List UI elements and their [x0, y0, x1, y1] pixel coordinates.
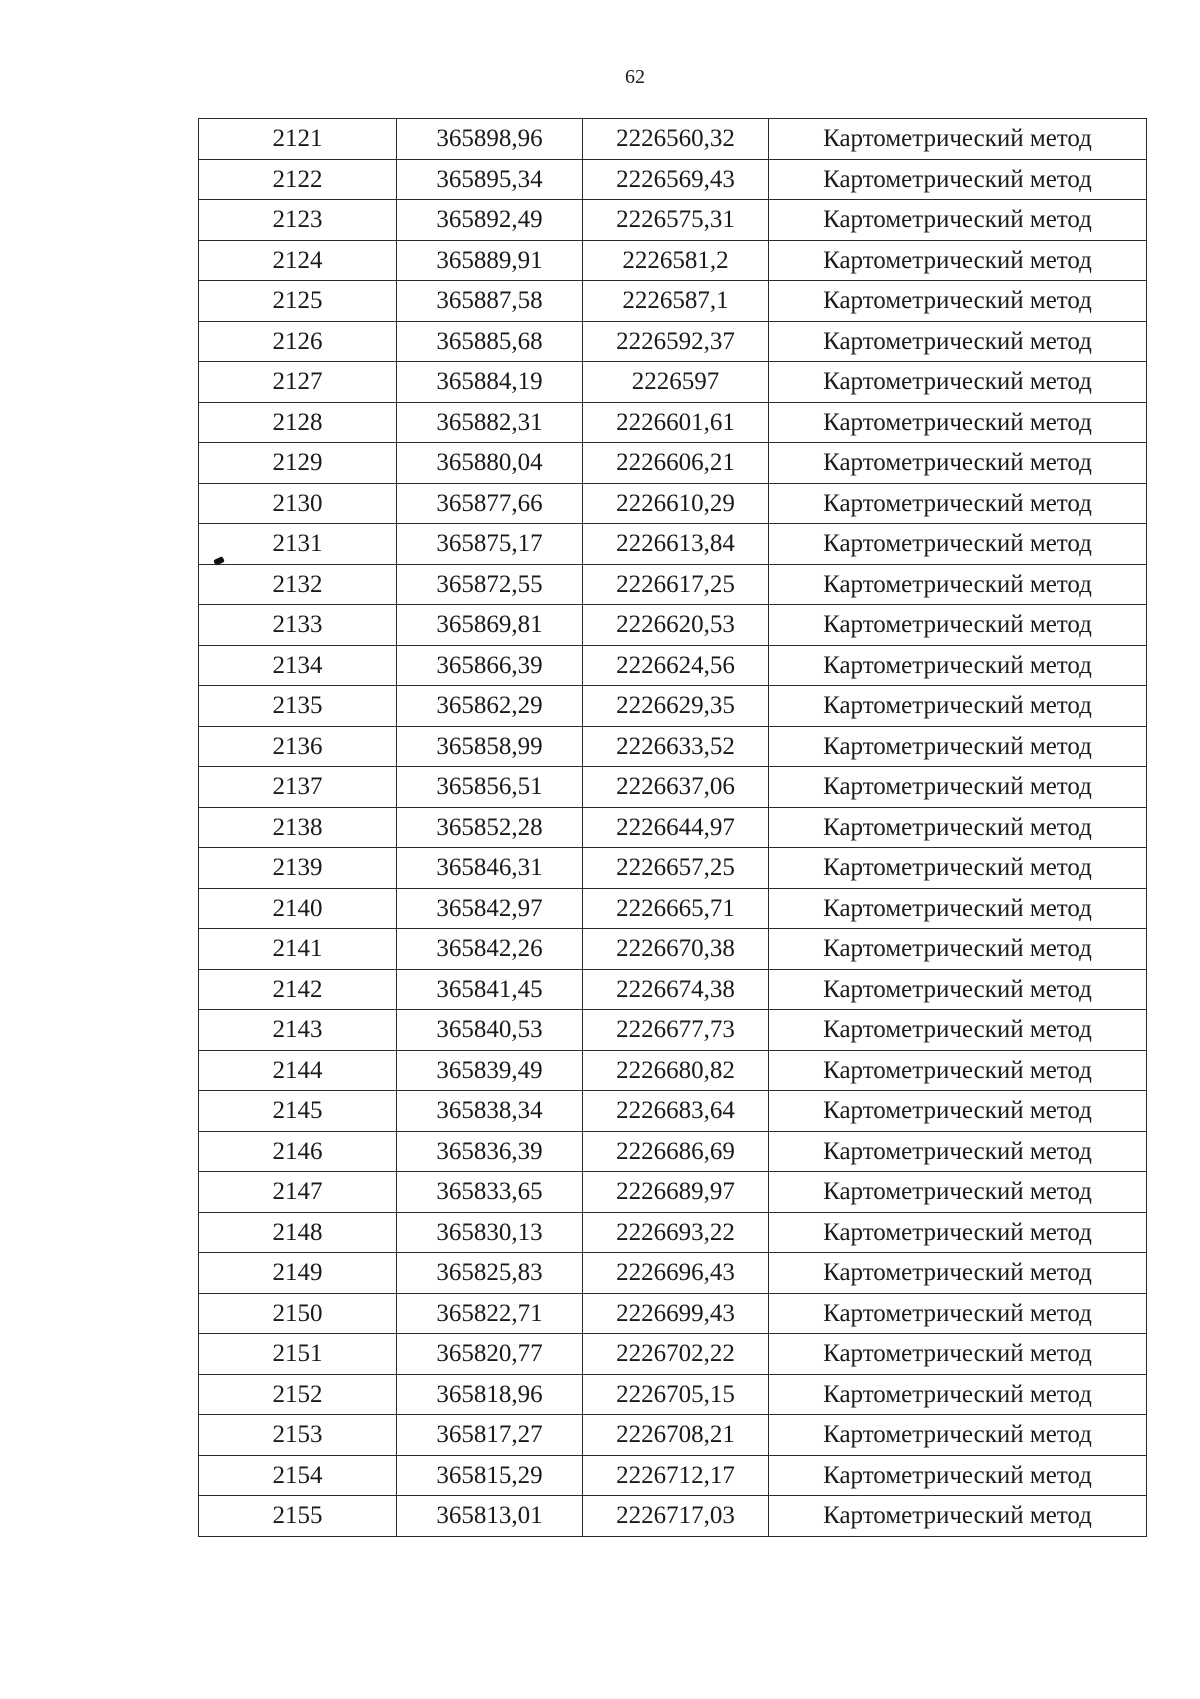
- y-coordinate-cell: 2226644,97: [583, 807, 769, 848]
- method-cell: Картометрический метод: [769, 686, 1147, 727]
- method-cell: Картометрический метод: [769, 645, 1147, 686]
- point-number-cell: 2134: [199, 645, 397, 686]
- method-cell: Картометрический метод: [769, 1415, 1147, 1456]
- method-cell: Картометрический метод: [769, 767, 1147, 808]
- x-coordinate-cell: 365872,55: [397, 564, 583, 605]
- x-coordinate-cell: 365839,49: [397, 1050, 583, 1091]
- method-cell: Картометрический метод: [769, 564, 1147, 605]
- table-row: [199, 1212, 1147, 1253]
- table-row: [199, 119, 1147, 160]
- x-coordinate-cell: 365846,31: [397, 848, 583, 889]
- y-coordinate-cell: 2226677,73: [583, 1010, 769, 1051]
- point-number-cell: 2124: [199, 240, 397, 281]
- method-cell: Картометрический метод: [769, 969, 1147, 1010]
- x-coordinate-cell: 365892,49: [397, 200, 583, 241]
- point-number-cell: 2132: [199, 564, 397, 605]
- x-coordinate-cell: 365815,29: [397, 1455, 583, 1496]
- point-number-cell: 2148: [199, 1212, 397, 1253]
- x-coordinate-cell: 365833,65: [397, 1172, 583, 1213]
- y-coordinate-cell: 2226592,37: [583, 321, 769, 362]
- table-row: [199, 726, 1147, 767]
- method-cell: Картометрический метод: [769, 1334, 1147, 1375]
- point-number-cell: 2154: [199, 1455, 397, 1496]
- table-row: [199, 888, 1147, 929]
- x-coordinate-cell: 365858,99: [397, 726, 583, 767]
- table-row: [199, 1496, 1147, 1537]
- y-coordinate-cell: 2226705,15: [583, 1374, 769, 1415]
- table-row: [199, 1010, 1147, 1051]
- point-number-cell: 2150: [199, 1293, 397, 1334]
- method-cell: Картометрический метод: [769, 1374, 1147, 1415]
- table-row: [199, 362, 1147, 403]
- page-number: 62: [625, 66, 645, 88]
- point-number-cell: 2155: [199, 1496, 397, 1537]
- x-coordinate-cell: 365869,81: [397, 605, 583, 646]
- y-coordinate-cell: 2226601,61: [583, 402, 769, 443]
- table-row: [199, 564, 1147, 605]
- table-row: [199, 1455, 1147, 1496]
- y-coordinate-cell: 2226613,84: [583, 524, 769, 565]
- table-row: [199, 1131, 1147, 1172]
- y-coordinate-cell: 2226699,43: [583, 1293, 769, 1334]
- method-cell: Картометрический метод: [769, 1212, 1147, 1253]
- table-row: [199, 1253, 1147, 1294]
- y-coordinate-cell: 2226633,52: [583, 726, 769, 767]
- method-cell: Картометрический метод: [769, 159, 1147, 200]
- method-cell: Картометрический метод: [769, 483, 1147, 524]
- table-row: [199, 848, 1147, 889]
- point-number-cell: 2149: [199, 1253, 397, 1294]
- y-coordinate-cell: 2226683,64: [583, 1091, 769, 1132]
- y-coordinate-cell: 2226693,22: [583, 1212, 769, 1253]
- table-row: [199, 1293, 1147, 1334]
- x-coordinate-cell: 365842,97: [397, 888, 583, 929]
- point-number-cell: 2142: [199, 969, 397, 1010]
- method-cell: Картометрический метод: [769, 1455, 1147, 1496]
- table-row: [199, 200, 1147, 241]
- x-coordinate-cell: 365895,34: [397, 159, 583, 200]
- table-row: [199, 767, 1147, 808]
- x-coordinate-cell: 365818,96: [397, 1374, 583, 1415]
- point-number-cell: 2139: [199, 848, 397, 889]
- x-coordinate-cell: 365885,68: [397, 321, 583, 362]
- point-number-cell: 2153: [199, 1415, 397, 1456]
- x-coordinate-cell: 365830,13: [397, 1212, 583, 1253]
- x-coordinate-cell: 365882,31: [397, 402, 583, 443]
- point-number-cell: 2121: [199, 119, 397, 160]
- x-coordinate-cell: 365813,01: [397, 1496, 583, 1537]
- table-row: [199, 1415, 1147, 1456]
- method-cell: Картометрический метод: [769, 281, 1147, 322]
- y-coordinate-cell: 2226696,43: [583, 1253, 769, 1294]
- y-coordinate-cell: 2226587,1: [583, 281, 769, 322]
- method-cell: Картометрический метод: [769, 1172, 1147, 1213]
- x-coordinate-cell: 365841,45: [397, 969, 583, 1010]
- x-coordinate-cell: 365838,34: [397, 1091, 583, 1132]
- y-coordinate-cell: 2226680,82: [583, 1050, 769, 1091]
- x-coordinate-cell: 365842,26: [397, 929, 583, 970]
- x-coordinate-cell: 365862,29: [397, 686, 583, 727]
- table-row: [199, 321, 1147, 362]
- table-row: [199, 807, 1147, 848]
- method-cell: Картометрический метод: [769, 362, 1147, 403]
- method-cell: Картометрический метод: [769, 524, 1147, 565]
- x-coordinate-cell: 365840,53: [397, 1010, 583, 1051]
- y-coordinate-cell: 2226665,71: [583, 888, 769, 929]
- point-number-cell: 2126: [199, 321, 397, 362]
- point-number-cell: 2136: [199, 726, 397, 767]
- method-cell: Картометрический метод: [769, 848, 1147, 889]
- table-row: [199, 1050, 1147, 1091]
- y-coordinate-cell: 2226624,56: [583, 645, 769, 686]
- table-row: [199, 1374, 1147, 1415]
- point-number-cell: 2128: [199, 402, 397, 443]
- table-row: [199, 159, 1147, 200]
- y-coordinate-cell: 2226717,03: [583, 1496, 769, 1537]
- point-number-cell: 2151: [199, 1334, 397, 1375]
- y-coordinate-cell: 2226620,53: [583, 605, 769, 646]
- method-cell: Картометрический метод: [769, 402, 1147, 443]
- point-number-cell: 2137: [199, 767, 397, 808]
- x-coordinate-cell: 365898,96: [397, 119, 583, 160]
- y-coordinate-cell: 2226712,17: [583, 1455, 769, 1496]
- method-cell: Картометрический метод: [769, 1050, 1147, 1091]
- point-number-cell: 2145: [199, 1091, 397, 1132]
- table-row: [199, 929, 1147, 970]
- table-row: [199, 1091, 1147, 1132]
- x-coordinate-cell: 365880,04: [397, 443, 583, 484]
- point-number-cell: 2133: [199, 605, 397, 646]
- x-coordinate-cell: 365852,28: [397, 807, 583, 848]
- y-coordinate-cell: 2226597: [583, 362, 769, 403]
- y-coordinate-cell: 2226637,06: [583, 767, 769, 808]
- point-number-cell: 2146: [199, 1131, 397, 1172]
- point-number-cell: 2122: [199, 159, 397, 200]
- point-number-cell: 2135: [199, 686, 397, 727]
- method-cell: Картометрический метод: [769, 726, 1147, 767]
- x-coordinate-cell: 365884,19: [397, 362, 583, 403]
- y-coordinate-cell: 2226686,69: [583, 1131, 769, 1172]
- point-number-cell: 2144: [199, 1050, 397, 1091]
- y-coordinate-cell: 2226606,21: [583, 443, 769, 484]
- method-cell: Картометрический метод: [769, 807, 1147, 848]
- point-number-cell: 2130: [199, 483, 397, 524]
- x-coordinate-cell: 365866,39: [397, 645, 583, 686]
- table-row: [199, 645, 1147, 686]
- point-number-cell: 2138: [199, 807, 397, 848]
- point-number-cell: 2129: [199, 443, 397, 484]
- method-cell: Картометрический метод: [769, 200, 1147, 241]
- point-number-cell: 2143: [199, 1010, 397, 1051]
- point-number-cell: 2140: [199, 888, 397, 929]
- y-coordinate-cell: 2226629,35: [583, 686, 769, 727]
- x-coordinate-cell: 365875,17: [397, 524, 583, 565]
- method-cell: Картометрический метод: [769, 1131, 1147, 1172]
- y-coordinate-cell: 2226569,43: [583, 159, 769, 200]
- table-row: [199, 605, 1147, 646]
- method-cell: Картометрический метод: [769, 321, 1147, 362]
- point-number-cell: 2125: [199, 281, 397, 322]
- table-row: [199, 524, 1147, 565]
- x-coordinate-cell: 365836,39: [397, 1131, 583, 1172]
- method-cell: Картометрический метод: [769, 1293, 1147, 1334]
- y-coordinate-cell: 2226702,22: [583, 1334, 769, 1375]
- table-row: [199, 1334, 1147, 1375]
- table-row: [199, 240, 1147, 281]
- point-number-cell: 2127: [199, 362, 397, 403]
- table-row: [199, 483, 1147, 524]
- method-cell: Картометрический метод: [769, 1496, 1147, 1537]
- point-number-cell: 2152: [199, 1374, 397, 1415]
- method-cell: Картометрический метод: [769, 1010, 1147, 1051]
- x-coordinate-cell: 365856,51: [397, 767, 583, 808]
- method-cell: Картометрический метод: [769, 1091, 1147, 1132]
- method-cell: Картометрический метод: [769, 240, 1147, 281]
- point-number-cell: 2131: [199, 524, 397, 565]
- y-coordinate-cell: 2226575,31: [583, 200, 769, 241]
- point-number-cell: 2123: [199, 200, 397, 241]
- point-number-cell: 2147: [199, 1172, 397, 1213]
- y-coordinate-cell: 2226657,25: [583, 848, 769, 889]
- method-cell: Картометрический метод: [769, 888, 1147, 929]
- y-coordinate-cell: 2226674,38: [583, 969, 769, 1010]
- y-coordinate-cell: 2226689,97: [583, 1172, 769, 1213]
- x-coordinate-cell: 365887,58: [397, 281, 583, 322]
- x-coordinate-cell: 365889,91: [397, 240, 583, 281]
- method-cell: Картометрический метод: [769, 929, 1147, 970]
- y-coordinate-cell: 2226560,32: [583, 119, 769, 160]
- x-coordinate-cell: 365877,66: [397, 483, 583, 524]
- table-row: [199, 281, 1147, 322]
- coordinates-table: [198, 118, 1147, 1537]
- x-coordinate-cell: 365817,27: [397, 1415, 583, 1456]
- method-cell: Картометрический метод: [769, 1253, 1147, 1294]
- table-row: [199, 402, 1147, 443]
- y-coordinate-cell: 2226610,29: [583, 483, 769, 524]
- method-cell: Картометрический метод: [769, 605, 1147, 646]
- method-cell: Картометрический метод: [769, 443, 1147, 484]
- y-coordinate-cell: 2226670,38: [583, 929, 769, 970]
- x-coordinate-cell: 365822,71: [397, 1293, 583, 1334]
- table-row: [199, 443, 1147, 484]
- table-row: [199, 686, 1147, 727]
- y-coordinate-cell: 2226708,21: [583, 1415, 769, 1456]
- table-row: [199, 1172, 1147, 1213]
- x-coordinate-cell: 365825,83: [397, 1253, 583, 1294]
- table-body: [199, 119, 1147, 1537]
- x-coordinate-cell: 365820,77: [397, 1334, 583, 1375]
- y-coordinate-cell: 2226581,2: [583, 240, 769, 281]
- method-cell: Картометрический метод: [769, 119, 1147, 160]
- y-coordinate-cell: 2226617,25: [583, 564, 769, 605]
- point-number-cell: 2141: [199, 929, 397, 970]
- table-row: [199, 969, 1147, 1010]
